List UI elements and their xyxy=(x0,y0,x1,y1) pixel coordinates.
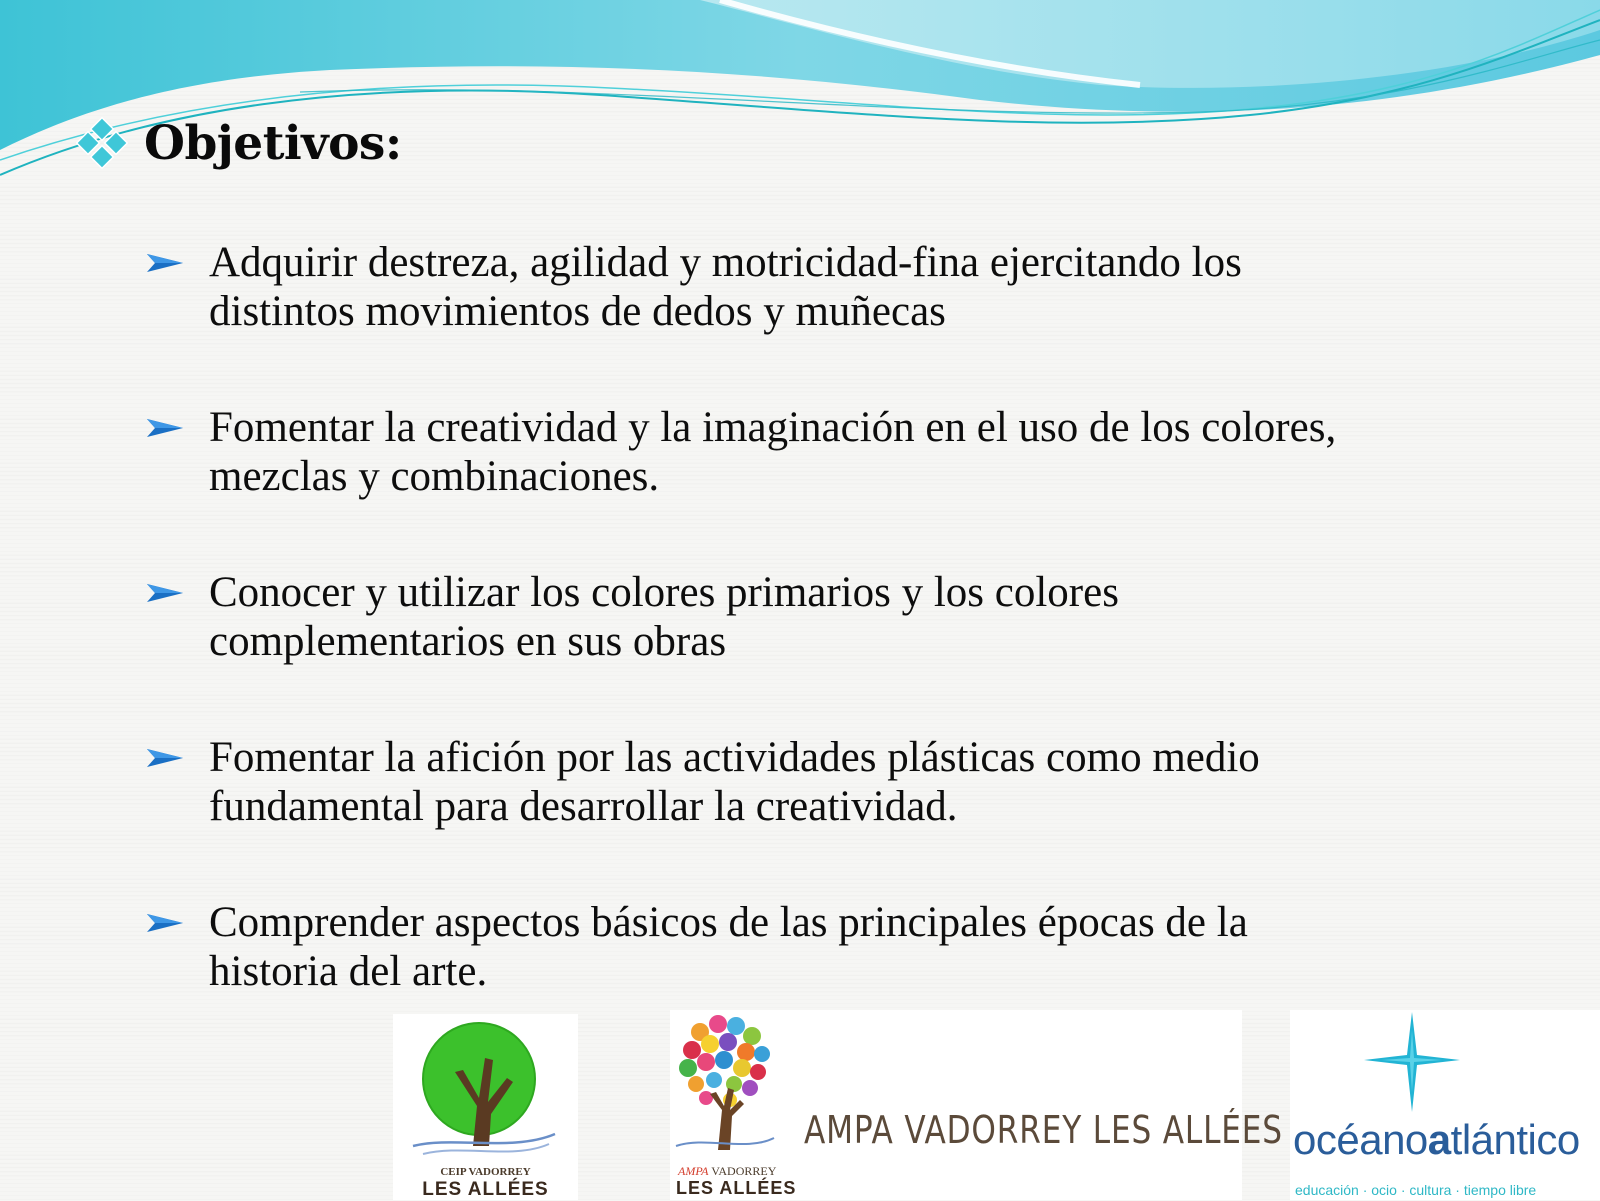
list-item xyxy=(145,568,1565,733)
objective-line: complementarios en sus obras xyxy=(209,618,727,665)
tree-logo-icon xyxy=(393,1014,578,1164)
oceano-logo-tagline: educación · ocio · cultura · tiempo libre xyxy=(1295,1182,1537,1198)
ceip-logo-line1: CEIP VADORREY xyxy=(440,1166,531,1178)
ceip-logo xyxy=(393,1014,578,1200)
objective-line: Fomentar la creatividad y la imaginación en el uso de los colores, xyxy=(209,404,1337,451)
arrow-bullet-icon xyxy=(145,910,185,936)
objective-line: distintos movimientos de dedos y muñecas xyxy=(209,288,946,335)
slide-heading: Objetivos: xyxy=(144,115,402,171)
objective-line: Adquirir destreza, agilidad y motricidad-fina ejercitando los xyxy=(209,239,1242,286)
objective-text xyxy=(209,403,1599,501)
oceano-wordmark-part: océano xyxy=(1293,1116,1428,1163)
objective-line: Comprender aspectos básicos de las principales épocas de la xyxy=(209,899,1248,946)
ceip-logo-line2: LES ALLÉES xyxy=(422,1179,549,1200)
ampa-logo-red-text: AMPA xyxy=(678,1164,709,1178)
list-item xyxy=(145,403,1565,568)
diamond-bullet-icon xyxy=(76,117,128,169)
star-logo-icon xyxy=(1352,1010,1472,1120)
objective-line: mezclas y combinaciones. xyxy=(209,453,660,500)
ampa-logo-les-text: LES ALLÉES xyxy=(676,1178,797,1198)
objective-text xyxy=(209,238,1599,336)
objective-line: Fomentar la afición por las actividades plásticas como medio xyxy=(209,734,1260,781)
list-item xyxy=(145,733,1565,898)
ampa-logo xyxy=(670,1010,1283,1200)
objective-line: Conocer y utilizar los colores primarios y los colores xyxy=(209,569,1119,616)
objective-line: fundamental para desarrollar la creatividad. xyxy=(209,783,958,830)
arrow-bullet-icon xyxy=(145,580,185,606)
oceano-atlantico-logo xyxy=(1290,1010,1600,1200)
objective-text xyxy=(209,898,1599,996)
ampa-logo-name: AMPA VADORREY LES ALLÉES xyxy=(804,1108,1283,1152)
objective-line: historia del arte. xyxy=(209,948,488,995)
ampa-logo-rest-text: VADORREY xyxy=(708,1164,777,1178)
arrow-bullet-icon xyxy=(145,745,185,771)
objective-text xyxy=(209,568,1599,666)
hands-tree-logo-icon xyxy=(670,1010,780,1162)
oceano-logo-wordmark xyxy=(1293,1116,1580,1164)
objectives-list xyxy=(145,238,1565,1063)
oceano-wordmark-part: tlántico xyxy=(1450,1116,1580,1163)
arrow-bullet-icon xyxy=(145,250,185,276)
arrow-bullet-icon xyxy=(145,415,185,441)
list-item xyxy=(145,238,1565,403)
heading-row xyxy=(76,108,402,178)
objective-text xyxy=(209,733,1599,831)
ampa-logo-small-text xyxy=(678,1164,776,1179)
oceano-wordmark-bold: a xyxy=(1427,1116,1451,1163)
